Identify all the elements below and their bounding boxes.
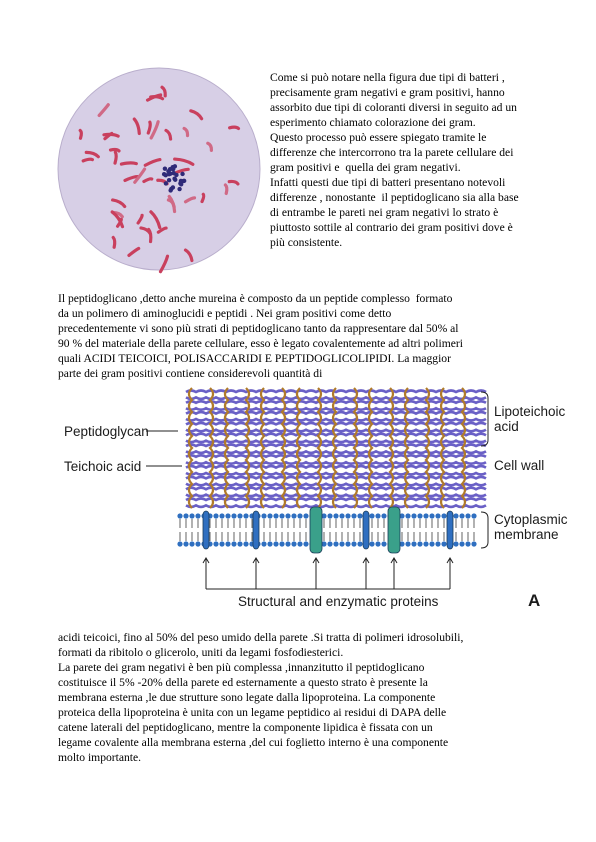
bacterium-rod bbox=[113, 237, 115, 247]
gram-stain-micrograph bbox=[56, 66, 263, 273]
panel-letter: A bbox=[528, 591, 541, 610]
lipid-head bbox=[339, 513, 344, 518]
lipid-head bbox=[291, 513, 296, 518]
coccus-cell bbox=[171, 167, 175, 171]
protein-arrow bbox=[391, 558, 397, 589]
lipid-head bbox=[423, 513, 428, 518]
lipid-head bbox=[327, 541, 332, 546]
intro-line: gram positivi e quella dei gram negativi. bbox=[270, 161, 461, 174]
label-cell-wall: Cell wall bbox=[494, 458, 545, 473]
label-lipoteichoic-acid: acid bbox=[494, 419, 519, 434]
lipid-head bbox=[471, 513, 476, 518]
lipid-head bbox=[243, 541, 248, 546]
lipid-head bbox=[303, 513, 308, 518]
paragraph-line: La parete dei gram negativi è ben più complessa ,innanzitutto il peptidoglicano bbox=[58, 661, 425, 674]
lipid-head bbox=[267, 541, 272, 546]
label-teichoic-acid: Teichoic acid bbox=[64, 459, 142, 474]
lipid-head bbox=[429, 513, 434, 518]
lipid-head bbox=[345, 541, 350, 546]
paragraph-line: precedentemente vi sono più strati di peptidoglicano tanto da rappresentare dal 50% al bbox=[58, 322, 459, 335]
lipid-head bbox=[435, 541, 440, 546]
paragraph-line: Il peptidoglicano ,detto anche mureina è composto da un peptide complesso formato bbox=[58, 292, 453, 305]
bacterium-rod bbox=[80, 130, 81, 138]
lipid-head bbox=[375, 541, 380, 546]
lipid-head bbox=[369, 513, 374, 518]
lipid-head bbox=[279, 513, 284, 518]
bacterium-rod bbox=[225, 185, 226, 193]
lipid-head bbox=[375, 513, 380, 518]
teichoic-acid-strand bbox=[297, 388, 300, 508]
lipid-head bbox=[333, 513, 338, 518]
lipid-head bbox=[237, 513, 242, 518]
lipid-head bbox=[369, 541, 374, 546]
lipid-head bbox=[189, 541, 194, 546]
bacterium-rod bbox=[115, 152, 116, 163]
bacterium-rod bbox=[121, 163, 136, 164]
coccus-cell bbox=[164, 181, 168, 185]
bacterium-rod bbox=[230, 127, 239, 128]
label-lipoteichoic: Lipoteichoic bbox=[494, 404, 566, 419]
lipid-head bbox=[243, 513, 248, 518]
lipid-head bbox=[441, 541, 446, 546]
membrane-protein bbox=[253, 511, 259, 549]
lipid-head bbox=[423, 541, 428, 546]
bacterium-rod bbox=[202, 194, 204, 201]
coccus-cell bbox=[162, 172, 166, 176]
lipid-head bbox=[273, 513, 278, 518]
teichoic-acid-strand bbox=[390, 388, 393, 508]
intro-line: Infatti questi due tipi di batteri presentano notevoli bbox=[270, 176, 506, 189]
lipid-head bbox=[351, 513, 356, 518]
lipid-head bbox=[357, 513, 362, 518]
lipid-head bbox=[285, 513, 290, 518]
lipid-head bbox=[333, 541, 338, 546]
lipid-head bbox=[465, 541, 470, 546]
lipid-head bbox=[459, 513, 464, 518]
paragraph-line: catene laterali del peptidoglicano, mentre la componente lipidica è fissata con un bbox=[58, 721, 433, 734]
lipid-head bbox=[303, 541, 308, 546]
paragraph-line: 90 % del materiale della parete cellulare, esso è legato covalentemente ad altri polimeri bbox=[58, 337, 463, 350]
intro-line: Questo processo può essere spiegato tramite le bbox=[270, 131, 487, 144]
lipid-head bbox=[417, 513, 422, 518]
intro-line: precisamente gram negativi e gram positivi, hanno bbox=[270, 86, 505, 99]
lipid-head bbox=[435, 513, 440, 518]
paragraph-line: parte dei gram positivi contiene considerevoli quantità di bbox=[58, 367, 323, 380]
lipid-head bbox=[441, 513, 446, 518]
lipid-head bbox=[291, 541, 296, 546]
coccus-cell bbox=[166, 169, 170, 173]
protein-arrow bbox=[203, 558, 209, 589]
intro-text bbox=[270, 70, 519, 250]
coccus-cell bbox=[179, 179, 183, 183]
paragraph-line: membrana esterna ,le due strutture sono legate dalla lipoproteina. La componente bbox=[58, 691, 436, 704]
lipid-head bbox=[225, 513, 230, 518]
protein-arrow bbox=[447, 558, 453, 589]
paragraph-line: quali ACIDI TEICOICI, POLISACCARIDI E PEPTIDOGLICOLIPIDI. La maggior bbox=[58, 352, 451, 365]
lipid-head bbox=[195, 513, 200, 518]
lipid-head bbox=[261, 541, 266, 546]
label-cytoplasmic: Cytoplasmic bbox=[494, 512, 568, 527]
lipid-head bbox=[339, 541, 344, 546]
lipid-head bbox=[453, 541, 458, 546]
lipid-head bbox=[429, 541, 434, 546]
intro-line: piuttosto sottile al contrario dei gram positivi dove è bbox=[270, 221, 513, 234]
intro-line: di entrambe le pareti nei gram negativi lo strato è bbox=[270, 206, 499, 219]
lipid-head bbox=[405, 513, 410, 518]
lipid-head bbox=[297, 513, 302, 518]
brace-membrane bbox=[481, 512, 488, 548]
protein-arrow bbox=[313, 558, 319, 589]
intro-line: assorbito due tipi di coloranti diversi in seguito ad un bbox=[270, 101, 517, 114]
lipid-head bbox=[183, 541, 188, 546]
teichoic-acid-strand bbox=[369, 388, 372, 508]
lipid-head bbox=[213, 541, 218, 546]
bacterium-rod bbox=[104, 134, 118, 136]
coccus-cell bbox=[177, 187, 181, 191]
lipid-head bbox=[345, 513, 350, 518]
lipid-head bbox=[273, 541, 278, 546]
intro-line: esperimento chiamato colorazione dei gram. bbox=[270, 116, 476, 129]
lipid-head bbox=[219, 541, 224, 546]
lipid-head bbox=[381, 541, 386, 546]
teichoic-acid-strand bbox=[189, 388, 192, 508]
lipid-head bbox=[279, 541, 284, 546]
intro-line: differenze che intercorrono tra la parete cellulare dei bbox=[270, 146, 514, 159]
lipid-head bbox=[411, 513, 416, 518]
lipid-head bbox=[417, 541, 422, 546]
label-peptidoglycan: Peptidoglycan bbox=[64, 424, 149, 439]
paragraph-line: molto importante. bbox=[58, 751, 142, 764]
teichoic-acid-strand bbox=[318, 388, 321, 508]
lipid-head bbox=[357, 541, 362, 546]
teichoic-acid-strand bbox=[462, 388, 465, 508]
label-membrane: membrane bbox=[494, 527, 559, 542]
bacterium-rod bbox=[111, 149, 119, 150]
protein-arrow bbox=[253, 558, 259, 589]
lipid-head bbox=[195, 541, 200, 546]
lipid-head bbox=[213, 513, 218, 518]
coccus-cell bbox=[167, 178, 171, 182]
teichoic-acid-strand bbox=[441, 388, 444, 508]
bacterium-rod bbox=[83, 159, 92, 161]
paragraph-teichoic-gram-negative bbox=[58, 630, 463, 765]
membrane-protein bbox=[447, 511, 453, 549]
paragraph-line: acidi teicoici, fino al 50% del peso umido della parete .Si tratta di polimeri idrosolubili, bbox=[58, 631, 464, 644]
paragraph-line: costituisce il 5% -20% della parete ed esternamente a questo strato è presente la bbox=[58, 676, 428, 689]
lipid-head bbox=[183, 513, 188, 518]
lipid-head bbox=[219, 513, 224, 518]
label-proteins: Structural and enzymatic proteins bbox=[238, 594, 439, 609]
intro-line: più consistente. bbox=[270, 236, 343, 249]
lipid-head bbox=[405, 541, 410, 546]
lipid-head bbox=[231, 541, 236, 546]
lipid-head bbox=[237, 541, 242, 546]
intro-line: Come si può notare nella figura due tipi di batteri , bbox=[270, 71, 505, 84]
lipid-head bbox=[381, 513, 386, 518]
protein-arrow bbox=[363, 558, 369, 589]
coccus-cell bbox=[171, 171, 175, 175]
paragraph-line: legame covalente alla membrana esterna ,del cui foglietto interno è una componente bbox=[58, 736, 449, 749]
paragraph-line: da un polimero di aminoglucidi e peptidi . Nei gram positivi come detto bbox=[58, 307, 392, 320]
lipid-head bbox=[189, 513, 194, 518]
lipid-head bbox=[297, 541, 302, 546]
teichoic-acid-strand bbox=[261, 388, 264, 508]
membrane-protein bbox=[203, 511, 209, 549]
lipid-head bbox=[267, 513, 272, 518]
membrane-protein bbox=[388, 507, 400, 553]
paragraph-peptidoglycan bbox=[58, 291, 463, 381]
lipid-head bbox=[459, 541, 464, 546]
lipid-head bbox=[471, 541, 476, 546]
lipid-head bbox=[177, 513, 182, 518]
lipid-head bbox=[327, 513, 332, 518]
membrane-protein bbox=[310, 507, 322, 553]
lipid-head bbox=[465, 513, 470, 518]
lipid-head bbox=[453, 513, 458, 518]
paragraph-line: proteica della lipoproteina è unita con un legame peptidico ai residui di DAPA delle bbox=[58, 706, 447, 719]
teichoic-acid-strand bbox=[210, 388, 213, 508]
lipid-head bbox=[411, 541, 416, 546]
lipid-head bbox=[285, 541, 290, 546]
intro-line: differenze , nonostante il peptidoglicano sia alla base bbox=[270, 191, 519, 204]
lipid-head bbox=[177, 541, 182, 546]
teichoic-acid-strand bbox=[282, 388, 285, 508]
lipid-head bbox=[225, 541, 230, 546]
paragraph-line: formati da ribitolo o glicerolo, uniti da legami fosfodiesterici. bbox=[58, 646, 344, 659]
lipid-head bbox=[231, 513, 236, 518]
lipid-head bbox=[261, 513, 266, 518]
coccus-cell bbox=[168, 188, 172, 192]
lipid-head bbox=[351, 541, 356, 546]
coccus-cell bbox=[163, 166, 167, 170]
membrane-protein bbox=[363, 511, 369, 549]
coccus-cell bbox=[180, 172, 184, 176]
gram-positive-cell-wall-diagram bbox=[58, 374, 568, 624]
